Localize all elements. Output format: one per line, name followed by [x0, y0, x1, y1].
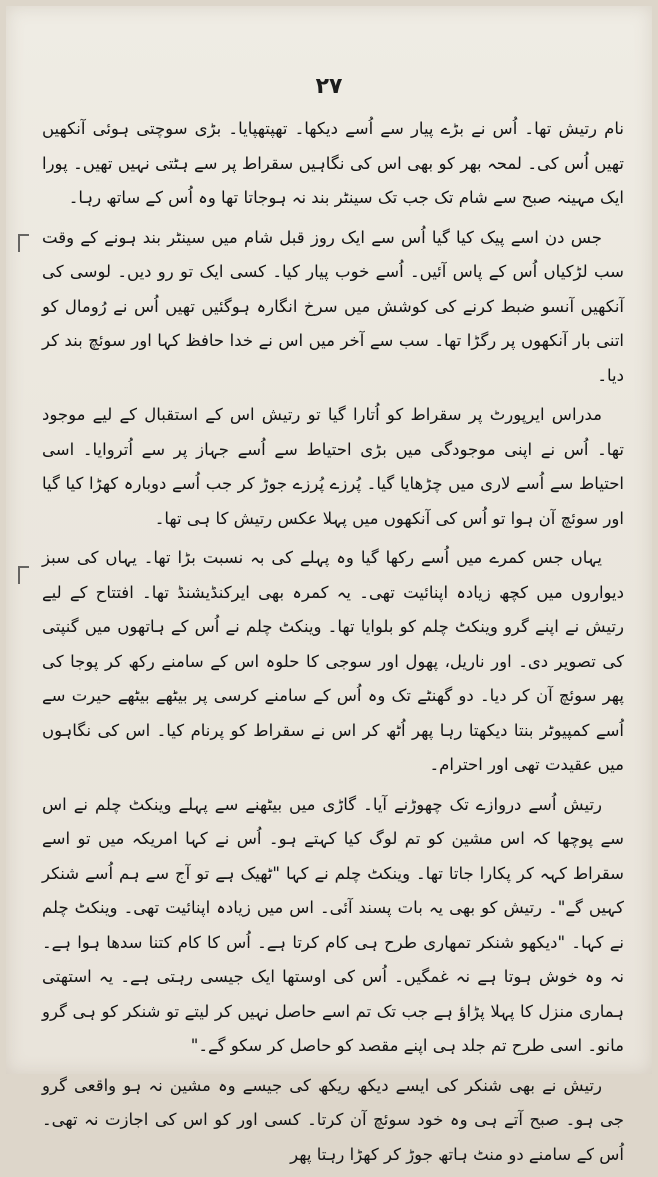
paragraph-4: یہاں جس کمرے میں اُسے رکھا گیا وہ پہلے کی بہ نسبت بڑا تھا۔ یہاں کی سبز دیواروں میں کچھ زیادہ اپنائیت تھی۔ یہ کمرہ بھی ایرکنڈیشنڈ تھا۔ افتتاح کے لیے رتیش نے اپنے گرو وینکٹ چلم کو بلوایا تھا۔ وینکٹ چلم نے اُس کے ہاتھوں میں گنپتی کی تصویر دی۔ اور ناریل، پھول اور سوجی کا حلوہ اس کے سامنے رکھ کر پوجا کی پھر سوئچ آن کر دیا۔ دو گھنٹے تک وہ اُس کے سامنے کرسی پر بیٹھے بیٹھے حیرت سے اُسے کمپیوٹر بنتا دیکھتا رہا پھر اُٹھ کر اس نے سقراط کو پرنام کیا۔ اس کی نگاہوں میں عقیدت تھی اور احترام۔ [42, 548, 624, 774]
paragraph-3: مدراس ایرپورٹ پر سقراط کو اُتارا گیا تو رتیش اس کے استقبال کے لیے موجود تھا۔ اُس نے اپنی موجودگی میں بڑی احتیاط سے اُسے جہاز پر سے اُتروایا۔ اسی احتیاط سے اُسے لاری میں چڑھایا گیا۔ پُرزے پُرزے جوڑ کر جب اُسے دوبارہ کھڑا کیا گیا اور سوئچ آن ہوا تو اُس کی آنکھوں میں پہلا عکس رتیش کا ہی تھا۔ [42, 405, 624, 528]
paragraph-1: نام رتیش تھا۔ اُس نے بڑے پیار سے اُسے دیکھا۔ تھپتھپایا۔ بڑی سوچتی ہوئی آنکھیں تھیں اُس کی۔ لمحہ بھر کو بھی اس کی نگاہیں سقراط پر سے ہٹتی نہیں تھیں۔ پورا ایک مہینہ صبح سے شام تک جب تک سینٹر بند نہ ہوجاتا تھا وہ اُس کے ساتھ رہا۔ [42, 119, 624, 207]
page-number: ۲۷ [315, 74, 343, 99]
paragraph-6: رتیش نے بھی شنکر کی ایسے دیکھ ریکھ کی جیسے وہ مشین نہ ہو واقعی گرو جی ہو۔ صبح آتے ہی وہ خود سوئچ آن کرتا۔ کسی اور کو اس کی اجازت نہ تھی۔ اُس کے سامنے دو منٹ ہاتھ جوڑ کر کھڑا رہتا پھر [42, 1075, 624, 1164]
margin-mark [18, 566, 29, 584]
paragraph-2: جس دن اسے پیک کیا گیا اُس سے ایک روز قبل شام میں سینٹر بند ہونے کے وقت سب لڑکیاں اُس کے پاس آئیں۔ اُسے خوب پیار کیا۔ کسی ایک تو رو دیں۔ لوسی کی آنکھیں آنسو ضبط کرنے کی کوشش میں سرخ انگارہ ہوگئیں تھیں اُس نے رُومال کو اتنی بار آنکھوں پر رگڑا تھا۔ سب سے آخر میں اس نے خدا حافظ کہا اور سوئچ بند کر دیا۔ [42, 227, 624, 385]
paragraph-5: رتیش اُسے دروازے تک چھوڑنے آیا۔ گاڑی میں بیٹھنے سے پہلے وینکٹ چلم نے اس سے پوچھا کہ اس مشین کو تم لوگ کیا کہتے ہو۔ اُس نے کہا امریکہ میں تو اسے سقراط کہہ کر پکارا جاتا تھا۔ وینکٹ چلم نے کہا "ٹھیک ہے تو آج سے ہم اُسے شنکر کہیں گے"۔ رتیش کو بھی یہ بات پسند آئی۔ اس میں زیادہ اپنائیت تھی۔ وینکٹ چلم نے کہا۔ "دیکھو شنکر تمھاری طرح ہی کام کرتا ہے۔ اُس کا کام کتنا سدھا ہوا ہے۔ نہ وہ خوش ہوتا ہے نہ غمگیں۔ اُس کی اوستھا ایک جیسی رہتی ہے۔ یہ استھتی ہماری منزل کا پہلا پڑاؤ ہے جب تک تم اسے حاصل نہیں کر لیتے تو شنکر کو ہی گرو مانو۔ اسی طرح تم جلد ہی اپنے مقصد کو حاصل کر سکو گے۔" [42, 794, 624, 1055]
book-page [6, 6, 652, 1164]
margin-mark [18, 234, 29, 252]
body-text [42, 112, 624, 1177]
